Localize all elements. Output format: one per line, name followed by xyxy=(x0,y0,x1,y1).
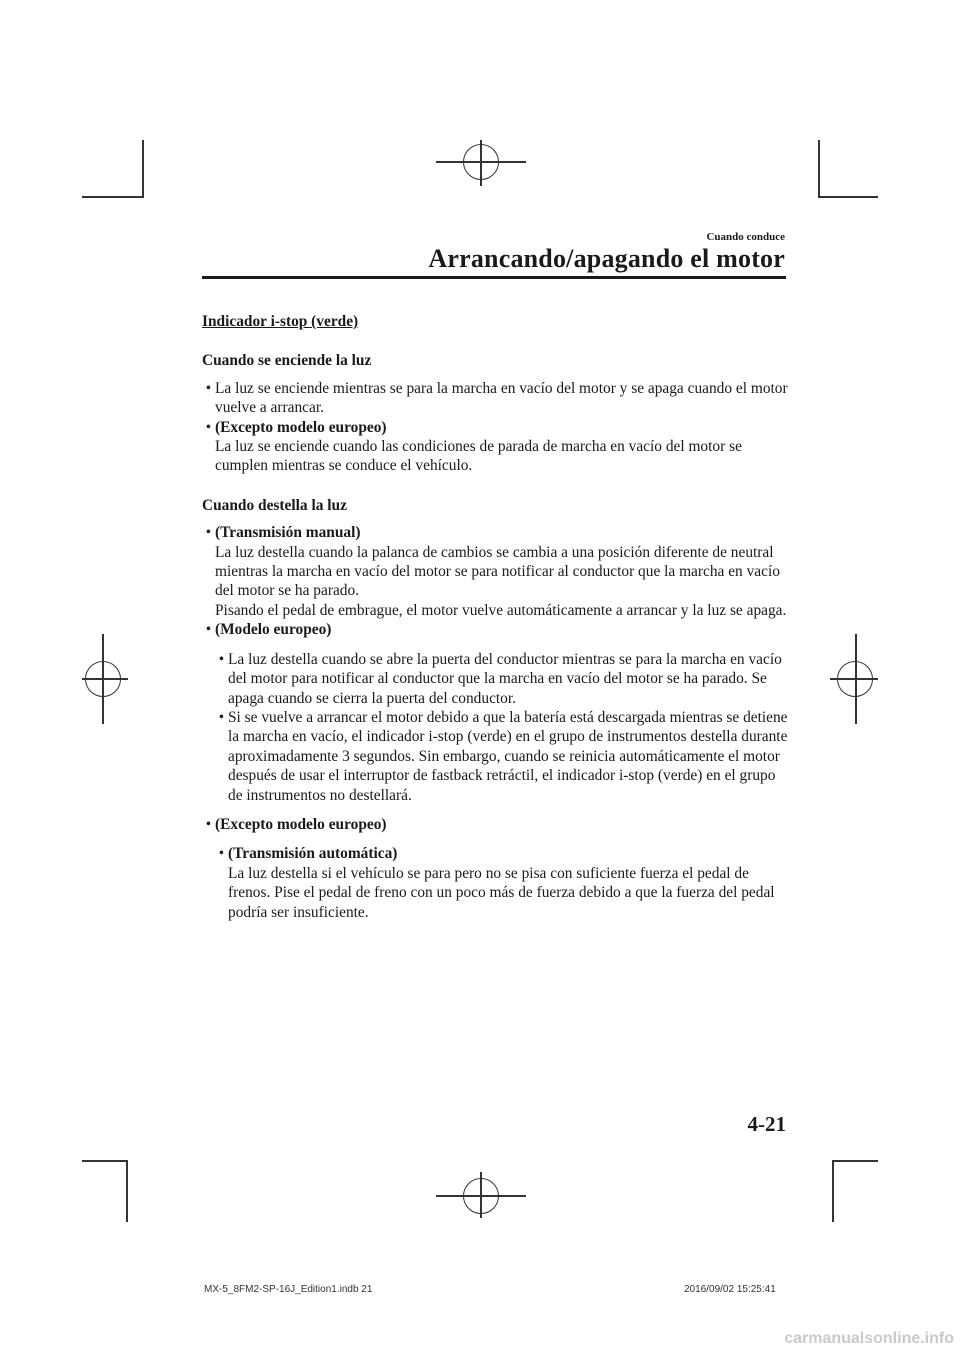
bullet: • xyxy=(205,815,212,833)
sub-list-item xyxy=(215,844,788,922)
light-flash-section xyxy=(202,496,788,922)
item-text: La luz se enciende cuando las condiciones de parada de marcha en vacío del motor se cumplen mientras se conduce el vehículo. xyxy=(215,438,742,475)
sub-list-item xyxy=(215,650,788,708)
page-content xyxy=(202,312,788,922)
bullet: • xyxy=(205,379,212,397)
list-item-manual xyxy=(202,523,788,620)
item-text: La luz destella cuando se abre la puerta del conductor mientras se para la marcha en vacío del motor para notificar al conductor que la marcha en vacío del motor se ha parado. Se apaga cuando se cierra la puerta del conductor. xyxy=(228,650,782,707)
footer-timestamp: 2016/09/02 15:25:41 xyxy=(684,1284,776,1295)
bullet: • xyxy=(205,418,212,436)
footer-filename: MX-5_8FM2-SP-16J_Edition1.indb 21 xyxy=(204,1284,373,1295)
item-text: Pisando el pedal de embrague, el motor vuelve automáticamente a arrancar y la luz se apaga. xyxy=(215,601,787,619)
subheading-light-on: Cuando se enciende la luz xyxy=(202,352,372,370)
bullet: • xyxy=(218,708,225,726)
item-text: Si se vuelve a arrancar el motor debido a que la batería está descargada mientras se detiene la marcha en vacío, el indicador i-stop (verde) en el grupo de instrumentos destella durante aproximadamente 3 segundos. Sin embargo, cuando se reinicia automáticamente el motor después de usar el interruptor de fastback retráctil, el indicador i-stop (verde) en el grupo de instrumentos no destellará. xyxy=(228,708,788,804)
page-title: Arrancando/apagando el motor xyxy=(428,244,785,273)
page-number: 4-21 xyxy=(747,1112,786,1136)
list-item-non-european xyxy=(202,815,788,922)
bullet: • xyxy=(218,845,225,863)
title-rule xyxy=(202,276,786,279)
topic-heading: Indicador i-stop (verde) xyxy=(202,313,359,330)
section-label: Cuando conduce xyxy=(706,231,785,243)
item-label: (Transmisión automática) xyxy=(228,845,398,863)
item-label: (Modelo europeo) xyxy=(215,621,332,639)
bullet: • xyxy=(205,524,212,542)
item-text: La luz destella cuando la palanca de cambios se cambia a una posición diferente de neutral mientras la marcha en vacío del motor se para notificar al conductor que la marcha en vacío del motor se ha parado. xyxy=(215,543,780,600)
item-label: (Excepto modelo europeo) xyxy=(215,815,387,833)
item-label: (Transmisión manual) xyxy=(215,524,361,542)
light-on-section xyxy=(202,351,788,475)
bullet: • xyxy=(218,650,225,668)
bullet: • xyxy=(205,621,212,639)
list-item xyxy=(202,379,788,418)
sub-list-item xyxy=(215,708,788,805)
list-item-european xyxy=(202,620,788,805)
list-item xyxy=(202,418,788,476)
item-text: La luz se enciende mientras se para la marcha en vacío del motor y se apaga cuando el motor vuelve a arrancar. xyxy=(215,379,788,417)
subheading-light-flash: Cuando destella la luz xyxy=(202,496,347,514)
item-text: La luz destella si el vehículo se para pero no se pisa con suficiente fuerza el pedal de frenos. Pise el pedal de freno con un poco más de fuerza debido a que la fuerza del pedal podría ser insuficiente. xyxy=(228,864,775,921)
watermark: carmanualsonline.info xyxy=(784,1330,954,1347)
item-label: (Excepto modelo europeo) xyxy=(215,418,387,436)
